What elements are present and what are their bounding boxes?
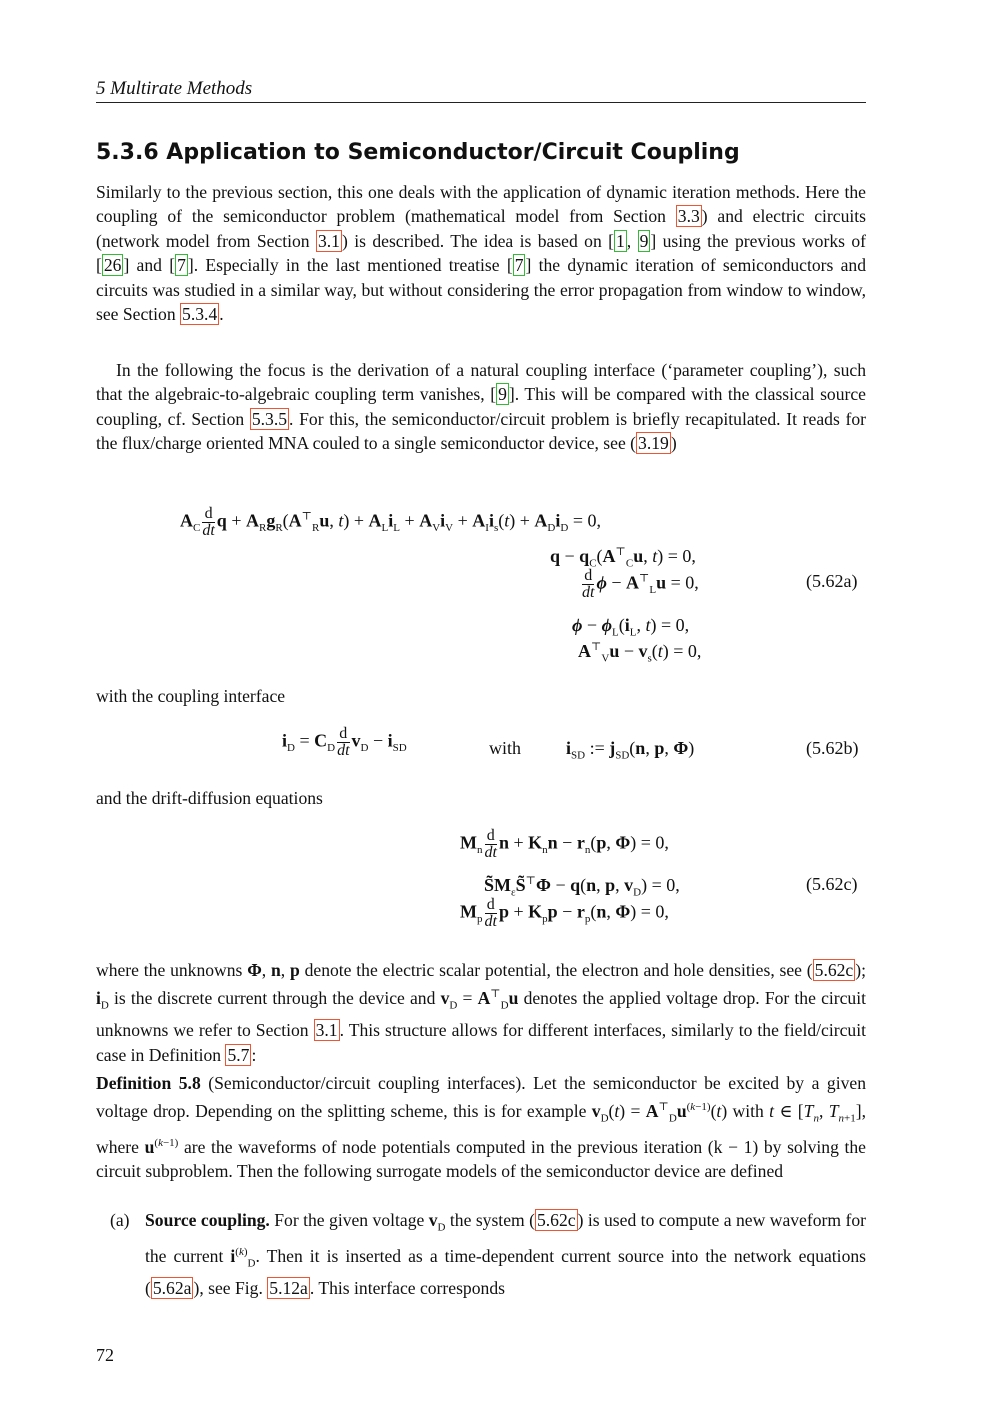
page-number: 72 bbox=[96, 1345, 114, 1365]
equation-word: with bbox=[489, 738, 522, 758]
citation-link[interactable]: 26 bbox=[103, 255, 122, 276]
equation-ref-link[interactable]: 5.62c bbox=[814, 960, 854, 980]
figure-ref-link[interactable]: 5.12a bbox=[269, 1277, 308, 1298]
citation-link[interactable]: 9 bbox=[639, 230, 649, 251]
equation-line: $\phi - \phi_L(i_L$, t) = 0, bbox=[572, 615, 690, 639]
citation-link[interactable]: 7 bbox=[514, 255, 524, 276]
citation-link[interactable]: 9 bbox=[498, 384, 507, 405]
equation-line: $q - q_C(A^⊤_Cu$, t) = 0, bbox=[550, 546, 696, 570]
equation-ref-link[interactable]: 3.19 bbox=[638, 433, 669, 454]
equation-line: $M_n$ $\frac{d}{dt}$ $n + K_nn - r_n(p$, Φ) = 0, bbox=[460, 827, 669, 861]
equation-ref-link[interactable]: 5.62c bbox=[536, 1210, 576, 1230]
equation-number: (5.62a) bbox=[806, 571, 858, 591]
paragraph-unknowns: where the unknowns Φ, n, p denote the electric scalar potential, the electron and hole densities, see ( 5.62c ); $i_D$ is the discrete current through the device and $v_D = A^⊤_Du$ denotes the applied voltage drop. For the circuit unknowns we refer to Section 3.1 . This structure allows for different interfaces, similarly to the field/circuit case in Definition 5.7 : bbox=[96, 960, 867, 1065]
citation-link[interactable]: 7 bbox=[177, 255, 186, 276]
citation-link[interactable]: 1 bbox=[616, 230, 625, 251]
equation-number: (5.62b) bbox=[806, 738, 859, 758]
equation-line: $i_{SD}$ := $j_{SD}(n$, p, Φ) bbox=[566, 738, 695, 762]
section-ref-link[interactable]: 3.3 bbox=[677, 206, 700, 227]
paragraph-drift-diffusion: and the drift-diffusion equations bbox=[96, 788, 323, 808]
equation-line: $M_p$ $\frac{d}{dt}$ $p + K_pp - r_p(n$, Φ) = 0, bbox=[460, 896, 669, 930]
page bbox=[96, 0, 866, 1415]
list-marker: (a) bbox=[110, 1210, 130, 1230]
definition-title: (Semiconductor/circuit coupling interfaces). bbox=[208, 1073, 526, 1093]
section-ref-link[interactable]: 3.1 bbox=[315, 1020, 338, 1041]
equation-line: $A_C$ $\frac{d}{dt}$ $q + A_Rg_R(A^⊤_Ru$, $t) + A_Li_L + A_Vi_V + A_Ii_s(t) + A_Di_D = 0$, bbox=[180, 505, 601, 539]
list-item-text: Source coupling. For the given voltage $v_D$ the system ( 5.62c ) is used to compute a new waveform for the current $i^{(k)}_D$. Then it is inserted as a time-dependent current source into the network equations ( 5.62a ), see Fig. 5.12a . This interface corresponds bbox=[145, 1210, 867, 1298]
equation-line: $\frac{d}{dt}$ $\phi - A^⊤_Lu = 0$, bbox=[582, 567, 699, 601]
equation-line: $i_D = C_D$ $\frac{d}{dt}$ $v_D - i_{SD}$ bbox=[282, 725, 407, 759]
paragraph-coupling: with the coupling interface bbox=[96, 686, 286, 706]
section-title: 5.3.6 Application to Semiconductor/Circuit Coupling bbox=[96, 140, 740, 165]
paragraph-intro: Similarly to the previous section, this one deals with the application of dynamic iteration methods. Here the coupling of the semiconductor problem (mathematical model from Section 3.3 ) and electric circuits (network model from Section 3.1 ) is described. The idea is based on [ 1 , 9 ] using the previous works of [ 26 ] and [ 7 ]. Especially in the last mentioned treatise [ 7 ] the dynamic iteration of semiconductors and circuits was studied in a similar way, but without considering the error propagation from window to window, see Section 5.3.4 . bbox=[96, 182, 867, 325]
section-ref-link[interactable]: 3.1 bbox=[317, 230, 340, 251]
running-head: 5 Multirate Methods bbox=[96, 78, 866, 103]
equation-line: $A^⊤_Vu - v_s(t) = 0$, bbox=[578, 641, 702, 665]
equation-line: $S̃M_\varepsilon S̃^⊤\Phi - q(n$, p, $v_D) = 0$, bbox=[484, 875, 680, 899]
paragraph-focus: In the following the focus is the derivation of a natural coupling interface (‘parameter coupling’), such that the algebraic-to-algebraic coupling term vanishes, [ 9 ]. This will be compared with the classical source coupling, cf. Section 5.3.5 . For this, the semiconductor/circuit problem is briefly recapitulated. It reads for the flux/charge oriented MNA couled to a single semiconductor device, see ( 3.19 ) bbox=[96, 360, 866, 454]
definition-label: Definition 5.8 bbox=[96, 1073, 201, 1093]
section-ref-link[interactable]: 5.3.5 bbox=[251, 408, 288, 429]
definition-ref-link[interactable]: 5.7 bbox=[227, 1044, 250, 1065]
definition-5-8: Definition 5.8 (Semiconductor/circuit coupling interfaces). Let the semiconductor be excited by a given voltage drop. Depending on the splitting scheme, this is for example $v_D(t) = A^⊤_Du^{(k-1)}(t)$ with t ∈ [$T_n$, $T_{n+1}$], where $u^{(k-1)}$ are the waveforms of node potentials computed in the previous iteration (k − 1) by solving the circuit subproblem. Then the following surrogate models of the semiconductor device are defined bbox=[96, 1073, 867, 1182]
section-ref-link[interactable]: 5.3.4 bbox=[182, 304, 218, 325]
equation-number: (5.62c) bbox=[806, 874, 858, 894]
equation-ref-link[interactable]: 5.62a bbox=[152, 1277, 192, 1298]
